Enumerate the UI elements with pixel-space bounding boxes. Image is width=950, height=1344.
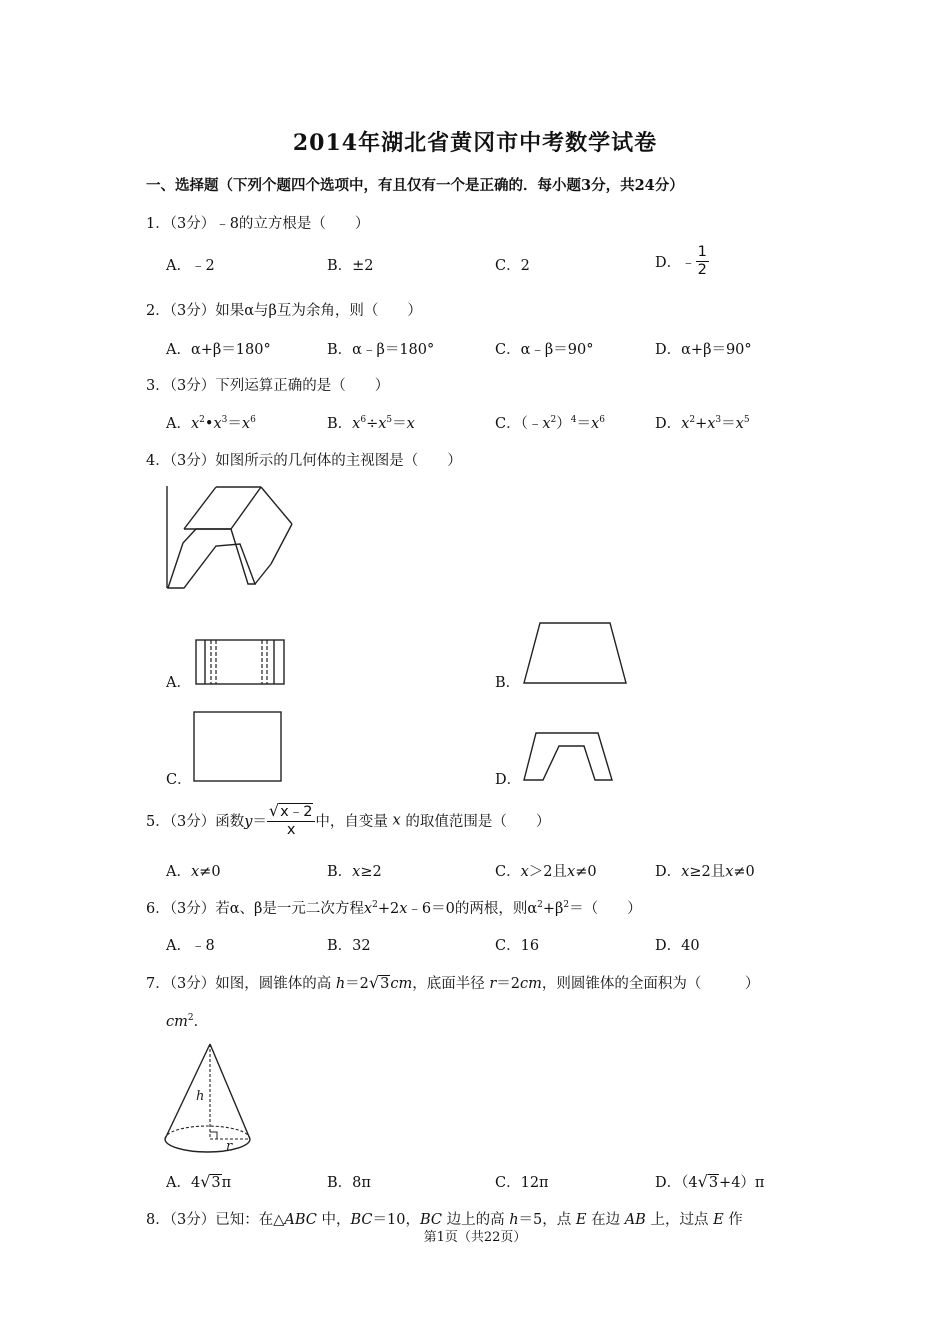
- question-1: 1．（3分）﹣8的立方根是（ ）: [146, 216, 370, 232]
- q1-option-a: A．﹣2: [166, 258, 215, 274]
- q3-option-a: A．$x^2•x^3=x^6$: [166, 415, 256, 432]
- page-title: 2014年湖北省黄冈市中考数学试卷: [292, 130, 658, 156]
- q6-option-d: D．40: [655, 938, 700, 954]
- question-5: 5．（3分）函数y＝ $\frac{√x﹣2}{x}$ 中，自变量 x 的取值范围是（ ）: [146, 801, 551, 838]
- function-fraction: $\frac{√x﹣2}{x}$: [267, 802, 316, 839]
- q4-option-c-figure: [192, 710, 284, 784]
- question-7-unit: $cm^2$．: [166, 1013, 209, 1030]
- cone-height-label: h: [196, 1089, 205, 1104]
- q5-option-d: D．x≥2且x≠0: [655, 864, 755, 880]
- q4-option-a-figure: [194, 638, 286, 686]
- q1-option-c: C．2: [495, 258, 530, 274]
- q4-option-b-label: B．: [495, 675, 521, 691]
- cone-radius-label: r: [226, 1139, 233, 1154]
- q2-option-b: B．α﹣β＝180°: [327, 342, 435, 358]
- q6-option-c: C．16: [495, 938, 540, 954]
- q1-option-b: B．±2: [327, 258, 374, 274]
- q5-option-b: B．x≥2: [327, 864, 382, 880]
- q2-option-a: A．α+β＝180°: [166, 342, 271, 358]
- question-7: 7．（3分）如图，圆锥体的高 h＝2√3cm，底面半径 r＝2cm，则圆锥体的全面积为（ ）: [146, 973, 760, 992]
- q4-option-d-label: D．: [495, 772, 522, 788]
- q2-option-c: C．α﹣β＝90°: [495, 342, 594, 358]
- q4-option-d-figure: [522, 728, 616, 784]
- question-8: 8．（3分）已知：在△ABC 中，BC＝10，BC 边上的高 h＝5，点 E 在边 AB 上，过点 E 作: [146, 1212, 743, 1228]
- page-footer: 第1页（共22页）: [423, 1230, 527, 1245]
- q7-option-c: C．12π: [495, 1175, 549, 1191]
- q3-option-b: B．$x^6\div x^5=x$: [327, 415, 415, 432]
- q2-option-d: D．α+β＝90°: [655, 342, 752, 358]
- solid-figure: [164, 484, 296, 592]
- q6-option-b: B．32: [327, 938, 371, 954]
- q5-option-a: A．x≠0: [166, 864, 221, 880]
- q4-option-b-figure: [522, 620, 630, 686]
- q4-option-a-label: A．: [166, 675, 191, 691]
- q3-option-d: D．$x^2+x^3=x^5$: [655, 415, 750, 432]
- q5-option-c: C．x＞2且x≠0: [495, 864, 597, 880]
- q3-option-c: C．$(﹣x^2)^4=x^6$: [495, 415, 605, 432]
- fraction-one-half: $\frac{1}{2}$: [697, 244, 707, 278]
- q7-option-b: B．8π: [327, 1175, 371, 1191]
- q6-option-a: A．﹣8: [166, 938, 215, 954]
- cone-figure: [160, 1040, 256, 1156]
- q1-option-d: D．﹣ $\frac{1}{2}$: [655, 244, 707, 278]
- q4-option-c-label: C．: [166, 772, 192, 788]
- question-6: 6．（3分）若α、β是一元二次方程$x^2+2x﹣6=0$的两根，则$\alpha^2+\beta^2=$（ ）: [146, 900, 642, 917]
- section-heading: 一、选择题（下列个题四个选项中，有且仅有一个是正确的．每小题3分，共24分）: [146, 177, 684, 194]
- q7-option-a: A．4√3π: [166, 1172, 232, 1191]
- question-4: 4．（3分）如图所示的几何体的主视图是（ ）: [146, 453, 462, 469]
- q7-option-d: D．（4√3+4）π: [655, 1172, 765, 1191]
- question-2: 2．（3分）如果α与β互为余角，则（ ）: [146, 303, 422, 319]
- question-3: 3．（3分）下列运算正确的是（ ）: [146, 378, 390, 394]
